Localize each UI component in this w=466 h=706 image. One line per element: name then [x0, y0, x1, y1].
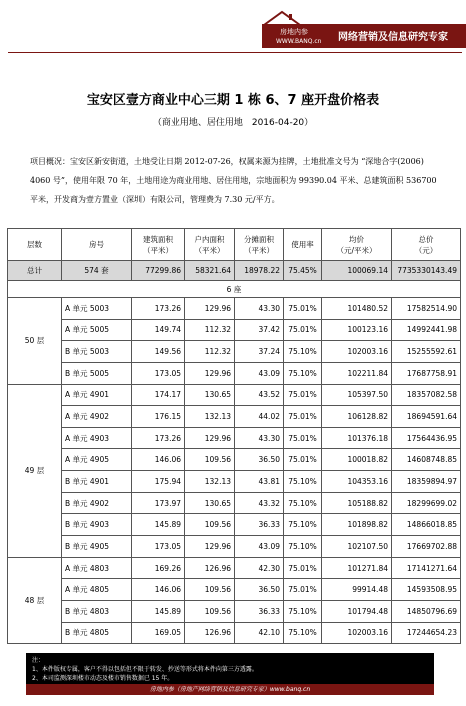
- table-cell: 75.10%: [284, 492, 322, 514]
- table-cell: 100123.16: [322, 319, 392, 341]
- table-cell: 14608748.85: [392, 449, 461, 471]
- table-cell: 43.52: [235, 384, 284, 406]
- table-cell: 36.33: [235, 514, 284, 536]
- table-cell: 37.24: [235, 341, 284, 363]
- table-cell: 14866018.85: [392, 514, 461, 536]
- table-cell: 149.74: [132, 319, 185, 341]
- table-row: [8, 471, 461, 493]
- table-cell: 17669702.88: [392, 536, 461, 558]
- table-cell: 101271.84: [322, 557, 392, 579]
- table-cell: 43.09: [235, 362, 284, 384]
- table-cell: 102211.84: [322, 362, 392, 384]
- table-cell: 100018.82: [322, 449, 392, 471]
- price-table: [7, 228, 461, 644]
- table-cell: 175.94: [132, 471, 185, 493]
- header-rule: [8, 52, 462, 53]
- page-number: 1: [429, 656, 435, 665]
- table-cell: 169.26: [132, 557, 185, 579]
- table-cell: 176.15: [132, 406, 185, 428]
- column-header: 使用率: [284, 229, 322, 261]
- table-cell: 18357082.58: [392, 384, 461, 406]
- column-header: 分摊面积 （平米）: [235, 229, 284, 261]
- table-cell: A 单元 4803: [62, 557, 132, 579]
- table-cell: B 单元 4905: [62, 536, 132, 558]
- table-cell: 42.30: [235, 557, 284, 579]
- column-header: 层数: [8, 229, 62, 261]
- table-cell: 36.33: [235, 600, 284, 622]
- table-cell: 75.01%: [284, 427, 322, 449]
- table-cell: 149.56: [132, 341, 185, 363]
- total-cell: 77299.86: [132, 261, 185, 281]
- table-cell: 43.30: [235, 298, 284, 320]
- table-cell: 173.26: [132, 298, 185, 320]
- header-row: [8, 229, 461, 261]
- table-cell: 75.10%: [284, 600, 322, 622]
- total-cell: 100069.14: [322, 261, 392, 281]
- table-cell: 126.96: [185, 557, 235, 579]
- table-cell: 75.10%: [284, 341, 322, 363]
- table-cell: 14992441.98: [392, 319, 461, 341]
- note-line-2: 2、本司监测深圳楼市动态及楼市销售数据已 15 年。: [32, 675, 174, 682]
- floor-cell: 49 层: [8, 384, 62, 557]
- table-cell: 145.89: [132, 600, 185, 622]
- logo-title: 网络营销及信息研究专家: [338, 32, 448, 43]
- total-row: [8, 261, 461, 281]
- table-cell: 75.01%: [284, 298, 322, 320]
- table-cell: 102107.50: [322, 536, 392, 558]
- table-row: [8, 557, 461, 579]
- table-cell: B 单元 4901: [62, 471, 132, 493]
- table-cell: 104353.16: [322, 471, 392, 493]
- table-cell: 101898.82: [322, 514, 392, 536]
- seat-row: [8, 281, 461, 298]
- table-cell: B 单元 4805: [62, 622, 132, 644]
- table-cell: 109.56: [185, 449, 235, 471]
- table-cell: 43.09: [235, 536, 284, 558]
- table-cell: A 单元 4901: [62, 384, 132, 406]
- table-cell: 101376.18: [322, 427, 392, 449]
- table-cell: B 单元 4903: [62, 514, 132, 536]
- table-cell: 102003.16: [322, 622, 392, 644]
- table-cell: 43.32: [235, 492, 284, 514]
- table-cell: A 单元 5003: [62, 298, 132, 320]
- table-cell: 42.10: [235, 622, 284, 644]
- table-cell: 112.32: [185, 319, 235, 341]
- table-cell: A 单元 5005: [62, 319, 132, 341]
- total-cell: 574 套: [62, 261, 132, 281]
- table-row: [8, 622, 461, 644]
- table-row: [8, 536, 461, 558]
- table-body: [8, 261, 461, 644]
- table-cell: 75.10%: [284, 362, 322, 384]
- table-row: [8, 362, 461, 384]
- table-row: [8, 319, 461, 341]
- table-row: [8, 492, 461, 514]
- footer-band: 房地内参（房地产网络营销及信息研究专家）www.banq.cn: [26, 684, 434, 695]
- table-cell: 18359894.97: [392, 471, 461, 493]
- total-cell: 75.45%: [284, 261, 322, 281]
- page-title: 宝安区壹方商业中心三期 1 栋 6、7 座开盘价格表: [86, 93, 380, 108]
- table-cell: 109.56: [185, 579, 235, 601]
- table-cell: 36.50: [235, 449, 284, 471]
- floor-cell: 48 层: [8, 557, 62, 644]
- table-cell: B 单元 5003: [62, 341, 132, 363]
- total-cell: 58321.64: [185, 261, 235, 281]
- table-cell: 146.06: [132, 579, 185, 601]
- table-cell: 101794.48: [322, 600, 392, 622]
- table-cell: 106128.82: [322, 406, 392, 428]
- table-cell: 14593508.95: [392, 579, 461, 601]
- table-row: [8, 427, 461, 449]
- table-cell: 173.26: [132, 427, 185, 449]
- table-cell: 75.10%: [284, 536, 322, 558]
- table-cell: 15255592.61: [392, 341, 461, 363]
- table-row: [8, 341, 461, 363]
- table-cell: 169.05: [132, 622, 185, 644]
- table-cell: 101480.52: [322, 298, 392, 320]
- table-cell: 126.96: [185, 622, 235, 644]
- table-row: [8, 579, 461, 601]
- column-header: 建筑面积 （平米）: [132, 229, 185, 261]
- floor-cell: 50 层: [8, 298, 62, 385]
- table-cell: 75.10%: [284, 471, 322, 493]
- table-cell: 112.32: [185, 341, 235, 363]
- table-cell: 75.01%: [284, 557, 322, 579]
- table-row: [8, 600, 461, 622]
- project-overview: 项目概况：宝安区新安街道，土地受让日期 2012-07-26，权属来源为挂牌，土地批准文号为 “深地合字(2006) 4060 号”，使用年限 70 年，土地用途为商业用地、居住用地，宗地面积为 99390.04 平米、总建筑面积 536700 平米，开发商为壹方置业（深圳）有限公司，管理费为 7.30 元/平方。: [30, 157, 437, 204]
- table-cell: A 单元 4805: [62, 579, 132, 601]
- table-cell: 109.56: [185, 600, 235, 622]
- table-cell: 75.01%: [284, 579, 322, 601]
- table-cell: 145.89: [132, 514, 185, 536]
- table-cell: 174.17: [132, 384, 185, 406]
- table-cell: 129.96: [185, 427, 235, 449]
- table-cell: 129.96: [185, 536, 235, 558]
- table-cell: 17564436.95: [392, 427, 461, 449]
- table-cell: 129.96: [185, 298, 235, 320]
- table-cell: A 单元 4903: [62, 427, 132, 449]
- table-cell: 36.50: [235, 579, 284, 601]
- table-cell: 44.02: [235, 406, 284, 428]
- table-cell: 37.42: [235, 319, 284, 341]
- total-cell: 7735330143.49: [392, 261, 461, 281]
- table-cell: 173.97: [132, 492, 185, 514]
- table-cell: 109.56: [185, 514, 235, 536]
- table-row: [8, 514, 461, 536]
- table-row: [8, 298, 461, 320]
- table-cell: 75.10%: [284, 514, 322, 536]
- table-cell: 173.05: [132, 362, 185, 384]
- table-cell: 75.10%: [284, 622, 322, 644]
- column-header: 均价 （元/平米）: [322, 229, 392, 261]
- seat-label: 6 座: [8, 281, 461, 298]
- table-cell: 132.13: [185, 406, 235, 428]
- table-cell: 173.05: [132, 536, 185, 558]
- column-header: 户内面积 （平米）: [185, 229, 235, 261]
- table-cell: 75.01%: [284, 384, 322, 406]
- table-cell: 105188.82: [322, 492, 392, 514]
- table-cell: 18299699.02: [392, 492, 461, 514]
- table-cell: B 单元 5005: [62, 362, 132, 384]
- table-cell: 43.30: [235, 427, 284, 449]
- column-header: 总价 （元）: [392, 229, 461, 261]
- logo-brand: 房地内参: [280, 28, 308, 36]
- header-banner: [0, 0, 466, 54]
- table-cell: 14850796.69: [392, 600, 461, 622]
- page-subtitle: （商业用地、居住用地 2016-04-20）: [152, 118, 314, 128]
- table-row: [8, 406, 461, 428]
- note-title: 注：: [32, 657, 45, 664]
- table-cell: 43.81: [235, 471, 284, 493]
- table-cell: 75.01%: [284, 406, 322, 428]
- table-cell: A 单元 4905: [62, 449, 132, 471]
- table-cell: 146.06: [132, 449, 185, 471]
- table-header: [8, 229, 461, 261]
- table-cell: 18694591.64: [392, 406, 461, 428]
- table-cell: 130.65: [185, 384, 235, 406]
- table-row: [8, 384, 461, 406]
- footer-notes: [26, 653, 434, 695]
- note-line-1: 1、本件版权专属，客户不得以包括但不限于转发、抄送等形式将本件向第三方透露。: [32, 666, 258, 673]
- table-cell: 105397.50: [322, 384, 392, 406]
- table-cell: 17244654.23: [392, 622, 461, 644]
- table-cell: 17687758.91: [392, 362, 461, 384]
- table-cell: 17141271.64: [392, 557, 461, 579]
- table-row: [8, 449, 461, 471]
- table-cell: A 单元 4902: [62, 406, 132, 428]
- table-cell: 75.01%: [284, 449, 322, 471]
- total-cell: 18978.22: [235, 261, 284, 281]
- table-cell: 99914.48: [322, 579, 392, 601]
- logo-url: WWW.BANQ.cn: [276, 38, 322, 45]
- table-cell: B 单元 4803: [62, 600, 132, 622]
- table-cell: 17582514.90: [392, 298, 461, 320]
- table-cell: 129.96: [185, 362, 235, 384]
- table-cell: B 单元 4902: [62, 492, 132, 514]
- table-cell: 75.01%: [284, 319, 322, 341]
- column-header: 房号: [62, 229, 132, 261]
- table-cell: 132.13: [185, 471, 235, 493]
- table-cell: 102003.16: [322, 341, 392, 363]
- table-cell: 130.65: [185, 492, 235, 514]
- total-cell: 总计: [8, 261, 62, 281]
